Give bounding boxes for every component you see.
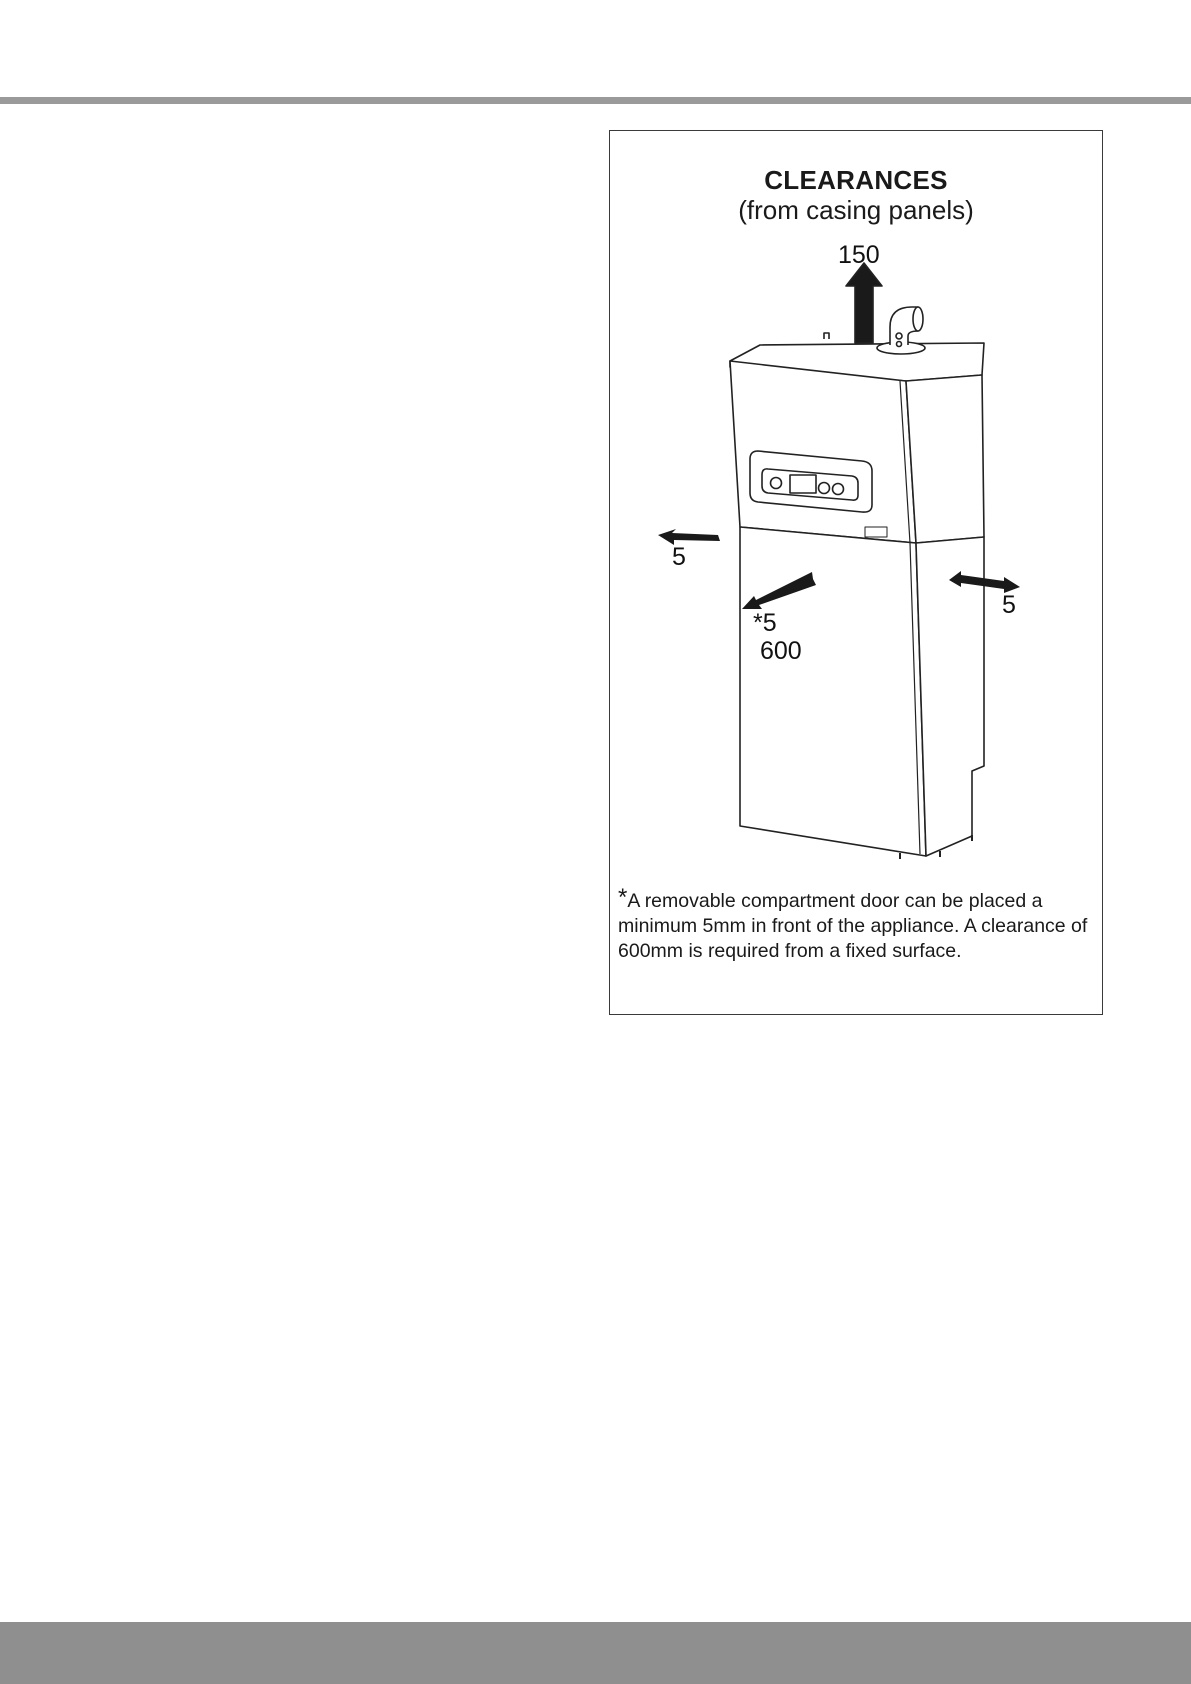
figure-title: CLEARANCES	[764, 165, 948, 195]
dim-left: 5	[672, 543, 686, 571]
dim-front-removable: *5	[753, 609, 777, 637]
note-asterisk: *	[618, 884, 628, 911]
dim-top: 150	[838, 241, 880, 269]
arrow-up-icon	[846, 263, 882, 343]
clearances-figure	[609, 130, 1103, 1015]
header-rule	[0, 97, 1191, 104]
dim-right: 5	[1002, 591, 1016, 619]
footer-bar	[0, 1622, 1191, 1684]
dim-front-fixed: 600	[760, 637, 802, 665]
note-text: A removable compartment door can be placed a minimum 5mm in front of the appliance. A clearance of 600mm is required from a fixed surface.	[618, 890, 1088, 962]
figure-subtitle: (from casing panels)	[738, 195, 974, 225]
arrow-left-icon	[658, 529, 720, 545]
clearance-note	[618, 884, 1098, 964]
